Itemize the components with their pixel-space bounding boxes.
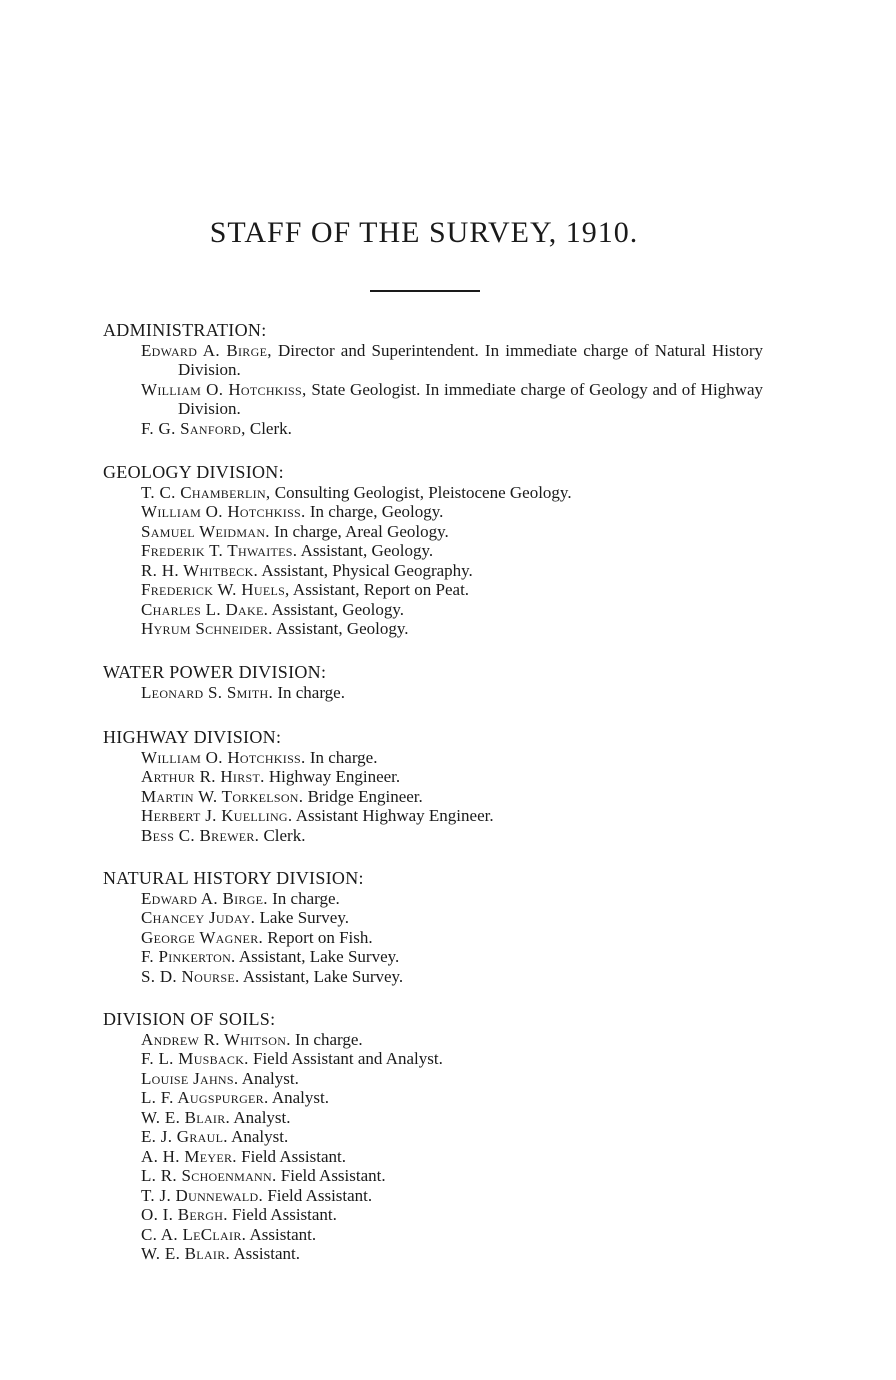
staff-entry	[103, 619, 763, 639]
staff-name: Charles L. Dake.	[141, 599, 269, 619]
staff-entry	[103, 1166, 763, 1186]
staff-role: Assistant Highway Engineer.	[295, 806, 494, 825]
staff-name: Martin W. Torkelson.	[141, 786, 304, 806]
staff-role: Field Assistant.	[267, 1185, 373, 1205]
section-heading: GEOLOGY DIVISION:	[103, 462, 284, 482]
section-heading: WATER POWER DIVISION:	[103, 662, 327, 682]
staff-name: George Wagner.	[141, 927, 264, 947]
staff-entry	[103, 1147, 763, 1167]
staff-role: In charge.	[272, 888, 340, 908]
staff-role: Assistant, Report on Peat.	[292, 580, 470, 599]
staff-role: Highway Engineer.	[268, 767, 401, 786]
staff-role: Field Assistant.	[241, 1146, 346, 1166]
staff-role: In charge, Geology.	[309, 502, 444, 521]
staff-name: Samuel Weidman.	[141, 521, 270, 541]
staff-role: Analyst.	[231, 1127, 289, 1146]
staff-role: Assistant, Physical Geography.	[261, 560, 473, 580]
staff-entry	[103, 1127, 763, 1147]
staff-entry	[103, 600, 763, 620]
staff-name: Louise Jahns.	[141, 1068, 239, 1088]
staff-name: E. J. Graul.	[141, 1127, 228, 1146]
staff-entry	[103, 541, 763, 561]
section-water-power-division	[103, 663, 763, 702]
staff-name: S. D. Nourse.	[141, 966, 240, 986]
staff-name: Frederik T. Thwaites.	[141, 541, 298, 560]
staff-role: Clerk.	[249, 418, 292, 438]
staff-name: O. I. Bergh.	[141, 1205, 228, 1224]
staff-role: Analyst.	[241, 1068, 299, 1088]
staff-name: A. H. Meyer.	[141, 1146, 237, 1166]
staff-name: L. F. Augspurger.	[141, 1088, 269, 1107]
staff-role: Bridge Engineer.	[307, 786, 423, 806]
staff-role: Assistant, Geology.	[300, 541, 434, 560]
staff-entry	[103, 561, 763, 581]
staff-name: William O. Hotchkiss.	[141, 502, 306, 521]
staff-role: Field Assistant.	[280, 1166, 386, 1185]
staff-entry	[103, 1088, 763, 1108]
staff-name: W. E. Blair.	[141, 1244, 231, 1263]
page-title: STAFF OF THE SURVEY, 1910.	[209, 216, 639, 249]
staff-role: Assistant.	[233, 1244, 300, 1263]
section-administration	[103, 321, 763, 438]
staff-name: C. A. LeClair.	[141, 1224, 247, 1244]
staff-role: Assistant, Geology.	[276, 619, 409, 638]
staff-entry	[103, 806, 763, 826]
section-highway-division	[103, 728, 763, 845]
staff-name: F. Pinkerton.	[141, 947, 236, 966]
section-heading: NATURAL HISTORY DIVISION:	[103, 868, 364, 888]
staff-name: Herbert J. Kuelling.	[141, 806, 293, 825]
staff-name: R. H. Whitbeck.	[141, 560, 259, 580]
staff-entry	[103, 908, 763, 928]
staff-entry	[103, 826, 763, 846]
staff-role: Analyst.	[233, 1107, 291, 1127]
staff-entry	[103, 683, 763, 703]
staff-entry	[103, 1069, 763, 1089]
staff-role: Assistant, Geology.	[271, 599, 404, 619]
staff-entry	[103, 1205, 763, 1225]
staff-entry	[103, 1108, 763, 1128]
staff-entry	[103, 1049, 763, 1069]
staff-entry	[103, 522, 763, 542]
staff-entry	[103, 947, 763, 967]
staff-entry	[103, 748, 763, 768]
staff-role: Assistant.	[249, 1224, 317, 1244]
staff-role: Lake Survey.	[259, 908, 350, 927]
staff-entry	[103, 580, 763, 600]
staff-entry	[103, 502, 763, 522]
staff-name: T. J. Dunnewald.	[141, 1185, 264, 1205]
staff-entry	[103, 1186, 763, 1206]
staff-role: Consulting Geologist, Pleistocene Geology.	[274, 482, 572, 502]
staff-entry	[103, 767, 763, 787]
section-geology-division	[103, 463, 763, 639]
staff-role: In charge.	[295, 1029, 363, 1049]
staff-role: Clerk.	[263, 825, 306, 845]
title-divider	[370, 290, 480, 292]
staff-role: Field Assistant and Analyst.	[252, 1049, 443, 1068]
staff-entry	[103, 1244, 763, 1264]
staff-entry	[103, 1030, 763, 1050]
staff-name: Frederick W. Huels,	[141, 580, 290, 599]
staff-name: L. R. Schoenmann.	[141, 1166, 277, 1185]
staff-name: Edward A. Birge,	[141, 340, 272, 360]
staff-name: Edward A. Birge.	[141, 888, 268, 908]
staff-name: William O. Hotchkiss,	[141, 379, 307, 399]
section-heading: ADMINISTRATION:	[103, 320, 267, 340]
staff-role: In charge, Areal Geology.	[274, 521, 449, 541]
staff-role: In charge.	[277, 682, 345, 702]
staff-name: Hyrum Schneider.	[141, 619, 273, 638]
staff-entry	[103, 889, 763, 909]
section-natural-history-division	[103, 869, 763, 986]
staff-entry	[103, 1225, 763, 1245]
section-heading: HIGHWAY DIVISION:	[103, 727, 282, 747]
staff-entry	[103, 787, 763, 807]
staff-role: Field Assistant.	[232, 1205, 337, 1224]
staff-name: W. E. Blair.	[141, 1107, 231, 1127]
staff-role: Director and Superintendent. In immediate charge of Natural History Division.	[178, 340, 763, 379]
staff-role: Assistant, Lake Survey.	[242, 966, 404, 986]
staff-name: Bess C. Brewer.	[141, 825, 260, 845]
staff-entry	[103, 483, 763, 503]
staff-entry	[103, 341, 763, 380]
staff-role: Report on Fish.	[267, 927, 373, 947]
section-division-of-soils	[103, 1010, 763, 1264]
section-heading: DIVISION OF SOILS:	[103, 1009, 276, 1029]
staff-entry	[103, 928, 763, 948]
staff-role: In charge.	[309, 747, 378, 767]
staff-name: F. G. Sanford,	[141, 418, 246, 438]
staff-entry	[103, 419, 763, 439]
staff-role: Assistant, Lake Survey.	[238, 947, 400, 966]
staff-name: Arthur R. Hirst.	[141, 767, 265, 786]
staff-name: Chancey Juday.	[141, 908, 256, 927]
staff-role: Analyst.	[271, 1088, 329, 1107]
staff-role: State Geologist. In immediate charge of Geology and of Highway Division.	[178, 379, 763, 418]
staff-entry	[103, 380, 763, 419]
staff-name: Andrew R. Whitson.	[141, 1029, 291, 1049]
staff-name: Leonard S. Smith.	[141, 682, 274, 702]
staff-name: F. L. Musback.	[141, 1049, 249, 1068]
staff-name: William O. Hotchkiss.	[141, 747, 306, 767]
staff-entry	[103, 967, 763, 987]
staff-name: T. C. Chamberlin,	[141, 482, 271, 502]
